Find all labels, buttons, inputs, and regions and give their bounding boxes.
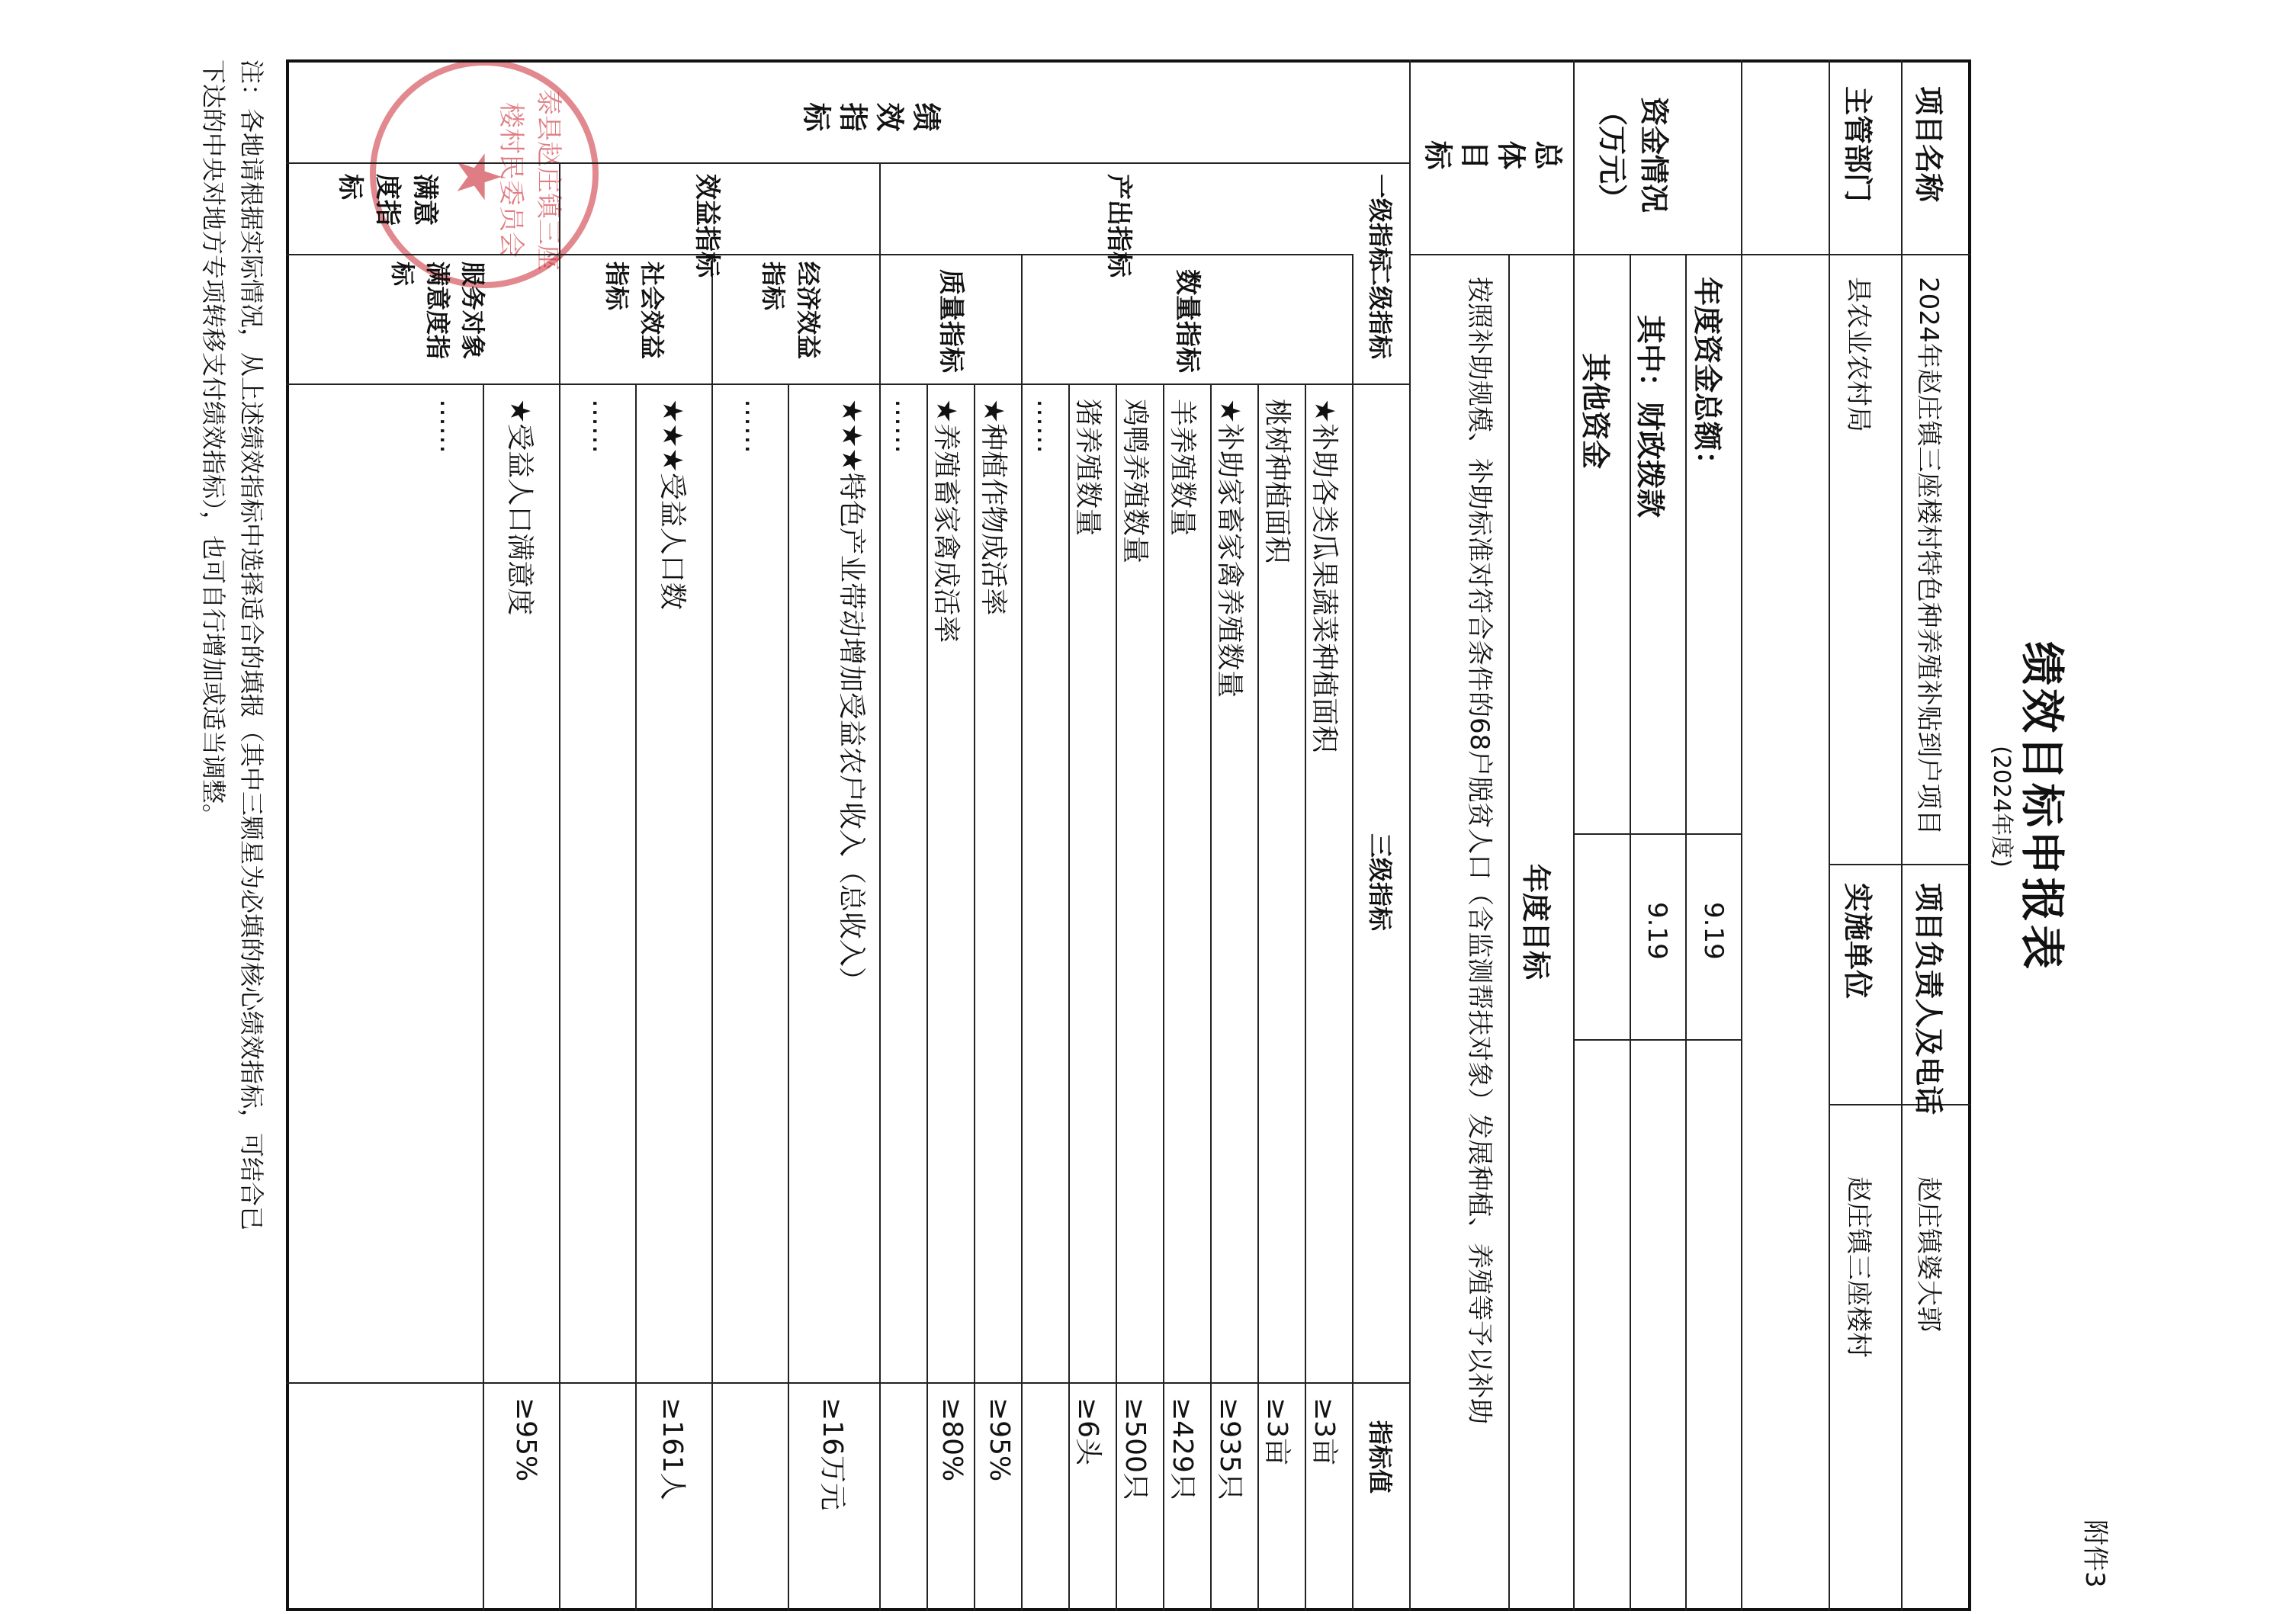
indicator: …… [1031, 399, 1062, 454]
header-value: 指标值 [1366, 1420, 1395, 1494]
row-divider [635, 383, 637, 1611]
unit-label: 实施单位 [1841, 883, 1874, 1000]
col-divider [1830, 864, 1971, 865]
level2-quality: 质量指标 [936, 269, 966, 373]
goal-label: 总体目标 [1417, 136, 1563, 169]
page-title: 绩效目标申报表 [2016, 640, 2068, 972]
perf-label: 绩效指标 [795, 98, 942, 131]
col-divider [1575, 1039, 1742, 1041]
indicator-value: ≥80% [936, 1397, 968, 1482]
indicator-value: ≥3亩 [1261, 1397, 1293, 1466]
indicator-value: ≥6头 [1072, 1397, 1103, 1466]
footnote-line1: 注：各地请根据实际情况，从上述绩效指标中选择适合的填报（其中三颗星为必填的核心绩效指标，可结合已 [237, 59, 266, 1231]
col-divider [1575, 833, 1742, 835]
funds-other-label: 其他资金 [1578, 353, 1612, 470]
indicator: …… [889, 399, 920, 454]
indicator: …… [434, 399, 465, 454]
annual-goal-label: 年度目标 [1519, 864, 1553, 980]
attachment-label: 附件3 [2079, 1519, 2110, 1588]
funds-label: 资金情况（万元） [1595, 96, 1671, 213]
row-divider [1508, 254, 1510, 1611]
level1-satisfaction: 满意度指标 [335, 174, 440, 226]
header-level3: 三级指标 [1366, 833, 1395, 932]
row-divider [1116, 383, 1117, 1611]
row-divider [1210, 383, 1212, 1611]
level1-output: 产出指标 [1103, 174, 1134, 278]
indicator: 猪养殖数量 [1072, 399, 1103, 537]
seal-text: 泰县赵庄镇三座楼村民委员会 [496, 89, 564, 271]
row-divider [1352, 254, 1354, 1611]
indicator: 桃树种植面积 [1261, 399, 1293, 564]
indicator: ★种植作物成活率 [978, 399, 1009, 616]
indicator: 羊养殖数量 [1167, 399, 1198, 537]
project-name-label: 项目名称 [1912, 86, 1945, 203]
row-divider [879, 162, 881, 1611]
row-divider [926, 383, 928, 1611]
leader-label: 项目负责人及电话 [1912, 883, 1945, 1115]
row-divider [1409, 59, 1411, 1611]
dept-value: 县农业农村局 [1843, 277, 1874, 432]
unit-value: 赵庄镇三座楼村 [1843, 1176, 1874, 1358]
row-divider [1163, 383, 1164, 1611]
seal-star-icon: ★ [443, 149, 514, 204]
col-divider [286, 254, 1354, 255]
row-divider [711, 254, 713, 1611]
row-divider [1257, 383, 1259, 1611]
col-divider [286, 162, 1411, 164]
indicator-value: ≥95% [510, 1397, 541, 1482]
project-name-value: 2024年赵庄镇三座楼村特色种养殖补贴到户项目 [1913, 277, 1944, 836]
row-divider [1901, 59, 1903, 1611]
row-divider [1068, 383, 1070, 1611]
indicator: ★★★受益人口数 [657, 399, 688, 610]
funds-fiscal-value: 9.19 [1642, 902, 1672, 960]
funds-total-value: 9.19 [1698, 902, 1729, 960]
row-divider [1021, 254, 1023, 1611]
indicator-value: ≥161人 [657, 1397, 688, 1500]
level2-social: 社会效益指标 [602, 262, 666, 360]
level1-benefit: 效益指标 [692, 174, 722, 278]
indicator: …… [586, 399, 618, 454]
indicator: ★养殖畜家禽成活率 [930, 399, 962, 643]
indicator: 鸡鸭养殖数量 [1119, 399, 1151, 564]
indicator: ★补助家畜家禽养殖数量 [1214, 399, 1245, 698]
indicator-value: ≥935只 [1214, 1397, 1245, 1500]
funds-total-label: 年度资金总额： [1691, 277, 1724, 480]
page-subtitle: (2024年度) [1988, 746, 2015, 868]
document [172, 0, 2124, 1614]
level2-economic: 经济效益指标 [759, 262, 823, 360]
col-divider [286, 1382, 1411, 1384]
level2-quantity: 数量指标 [1172, 269, 1203, 373]
row-divider [1741, 59, 1742, 1611]
indicator: ★★★特色产业带动增加受益农户收入（总收入） [836, 399, 867, 994]
row-divider [1305, 383, 1306, 1611]
indicator-value: ≥16万元 [817, 1397, 848, 1510]
indicator-value: ≥429只 [1167, 1397, 1198, 1500]
indicator-value: ≥95% [984, 1397, 1015, 1482]
goal-text: 按照补助规模、补助标准对符合条件的68户脱贫人口（含监测帮扶对象）发展种植、养殖等予以补助 [1464, 277, 1495, 1425]
row-divider [788, 383, 789, 1611]
row-divider [974, 383, 975, 1611]
indicator-value: ≥3亩 [1309, 1397, 1340, 1466]
header-level1: 一级指标 [1366, 174, 1395, 272]
row-divider [559, 162, 560, 1611]
leader-value: 赵庄镇婆大郭 [1913, 1176, 1944, 1332]
col-divider [1411, 254, 1971, 255]
header-level2: 二级指标 [1366, 262, 1395, 360]
indicator-value: ≥500只 [1119, 1397, 1151, 1500]
dept-label: 主管部门 [1841, 86, 1874, 203]
row-divider [1685, 254, 1687, 1611]
indicator: ★补助各类瓜果蔬菜种植面积 [1309, 399, 1340, 753]
level2-service: 服务对象满意度指标 [388, 262, 487, 360]
indicator: ★受益人口满意度 [504, 399, 535, 616]
col-divider [286, 383, 1411, 385]
funds-fiscal-label: 其中：财政拨款 [1633, 315, 1667, 518]
indicator: …… [739, 399, 770, 454]
row-divider [1573, 59, 1575, 1611]
row-divider [1630, 254, 1631, 1611]
row-divider [1829, 59, 1830, 1611]
footnote-line2: 下达的中央对地方专项转移支付绩效指标），也可自行增加或适当调整。 [199, 59, 228, 829]
row-divider [483, 383, 484, 1611]
